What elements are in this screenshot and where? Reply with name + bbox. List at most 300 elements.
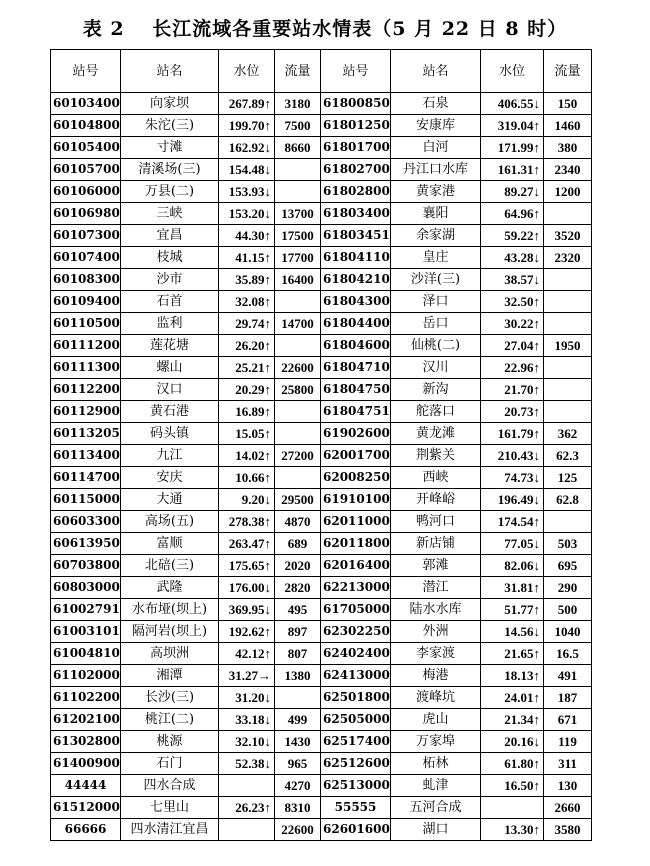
flow-cell: 119 (544, 731, 592, 753)
station-id-cell: 60105400 (51, 137, 121, 159)
flow-cell (544, 269, 592, 291)
station-name-cell: 莲花塘 (121, 335, 219, 357)
water-level-cell: 35.89↑ (219, 269, 275, 291)
station-id-cell: 60803000 (51, 577, 121, 599)
flow-cell (275, 467, 321, 489)
station-name-cell: 武隆 (121, 577, 219, 599)
table-row (51, 709, 592, 731)
station-name-cell: 九江 (121, 445, 219, 467)
flow-cell: 125 (544, 467, 592, 489)
water-level-cell: 319.04↑ (481, 115, 544, 137)
table-row (51, 489, 592, 511)
station-name-cell: 寸滩 (121, 137, 219, 159)
water-level-cell: 21.70↑ (481, 379, 544, 401)
water-level-cell: 26.20↑ (219, 335, 275, 357)
flow-cell: 16.5 (544, 643, 592, 665)
table-row (51, 401, 592, 423)
water-level-cell: 278.38↑ (219, 511, 275, 533)
station-name-cell: 潜江 (391, 577, 481, 599)
flow-cell (544, 379, 592, 401)
station-id-cell: 60104800 (51, 115, 121, 137)
station-id-cell: 60111200 (51, 335, 121, 357)
table-body (51, 93, 592, 841)
flow-cell: 27200 (275, 445, 321, 467)
station-id-cell: 61804210 (321, 269, 391, 291)
water-level-cell: 267.89↑ (219, 93, 275, 115)
station-name-cell: 码头镇 (121, 423, 219, 445)
header-water-level: 水位 (219, 50, 275, 93)
flow-cell (275, 423, 321, 445)
station-id-cell: 61302800 (51, 731, 121, 753)
station-id-cell: 61902600 (321, 423, 391, 445)
water-level-cell: 13.30↑ (481, 819, 544, 841)
flow-cell: 17700 (275, 247, 321, 269)
water-level-cell: 29.74↑ (219, 313, 275, 335)
station-name-cell: 万家埠 (391, 731, 481, 753)
station-id-cell: 62011000 (321, 511, 391, 533)
station-id-cell: 60113205 (51, 423, 121, 445)
station-id-cell: 62016400 (321, 555, 391, 577)
station-id-cell: 60112200 (51, 379, 121, 401)
station-name-cell: 湘潭 (121, 665, 219, 687)
station-id-cell: 60109400 (51, 291, 121, 313)
station-id-cell: 62413000 (321, 665, 391, 687)
water-level-cell: 175.65↑ (219, 555, 275, 577)
table-row (51, 753, 592, 775)
water-level-cell: 31.20↓ (219, 687, 275, 709)
table-row (51, 423, 592, 445)
station-id-cell: 60103400 (51, 93, 121, 115)
station-name-cell: 螺山 (121, 357, 219, 379)
flow-cell: 380 (544, 137, 592, 159)
water-level-cell: 9.20↓ (219, 489, 275, 511)
station-id-cell: 60111300 (51, 357, 121, 379)
table-row (51, 379, 592, 401)
table-row (51, 159, 592, 181)
water-level-cell: 263.47↑ (219, 533, 275, 555)
flow-cell (544, 203, 592, 225)
table-row (51, 775, 592, 797)
water-level-cell: 51.77↑ (481, 599, 544, 621)
water-level-cell: 16.89↑ (219, 401, 275, 423)
station-id-cell: 55555 (321, 797, 391, 819)
station-name-cell: 丹江口水库 (391, 159, 481, 181)
station-name-cell: 湖口 (391, 819, 481, 841)
station-id-cell: 62601600 (321, 819, 391, 841)
station-name-cell: 万县(二) (121, 181, 219, 203)
station-name-cell: 朱沱(三) (121, 115, 219, 137)
station-name-cell: 向家坝 (121, 93, 219, 115)
station-name-cell: 沙市 (121, 269, 219, 291)
station-name-cell: 白河 (391, 137, 481, 159)
water-level-cell: 20.16↓ (481, 731, 544, 753)
water-level-cell: 41.15↑ (219, 247, 275, 269)
water-level-cell: 21.34↑ (481, 709, 544, 731)
water-level-cell: 74.73↓ (481, 467, 544, 489)
flow-cell: 1950 (544, 335, 592, 357)
water-level-cell: 369.95↓ (219, 599, 275, 621)
station-id-cell: 62302250 (321, 621, 391, 643)
water-level-cell: 20.73↑ (481, 401, 544, 423)
station-name-cell: 四水清江宜昌 (121, 819, 219, 841)
station-name-cell: 宜昌 (121, 225, 219, 247)
flow-cell: 22600 (275, 819, 321, 841)
station-id-cell: 61804110 (321, 247, 391, 269)
flow-cell: 8660 (275, 137, 321, 159)
water-level-cell: 199.70↑ (219, 115, 275, 137)
flow-cell: 311 (544, 753, 592, 775)
station-id-cell: 61512000 (51, 797, 121, 819)
header-station-id: 站号 (51, 50, 121, 93)
water-level-cell: 32.10↓ (219, 731, 275, 753)
water-level-cell (219, 775, 275, 797)
water-level-cell: 20.29↑ (219, 379, 275, 401)
water-level-cell: 52.38↓ (219, 753, 275, 775)
flow-cell: 290 (544, 577, 592, 599)
station-id-cell: 60603300 (51, 511, 121, 533)
flow-cell: 1460 (544, 115, 592, 137)
station-name-cell: 桃源 (121, 731, 219, 753)
station-id-cell: 62505000 (321, 709, 391, 731)
station-name-cell: 长沙(三) (121, 687, 219, 709)
water-level-cell: 18.13↑ (481, 665, 544, 687)
table-row (51, 599, 592, 621)
station-name-cell: 荆紫关 (391, 445, 481, 467)
water-level-cell: 15.05↑ (219, 423, 275, 445)
water-level-cell: 153.20↓ (219, 203, 275, 225)
water-level-cell: 61.80↑ (481, 753, 544, 775)
station-id-cell: 62001700 (321, 445, 391, 467)
table-row (51, 93, 592, 115)
water-level-cell: 26.23↑ (219, 797, 275, 819)
station-name-cell: 李家渡 (391, 643, 481, 665)
station-name-cell: 四水合成 (121, 775, 219, 797)
flow-cell: 7500 (275, 115, 321, 137)
water-level-cell: 32.08↑ (219, 291, 275, 313)
table-row (51, 357, 592, 379)
water-level-cell: 43.28↓ (481, 247, 544, 269)
flow-cell: 1040 (544, 621, 592, 643)
flow-cell: 500 (544, 599, 592, 621)
station-name-cell: 黄家港 (391, 181, 481, 203)
station-id-cell: 61804750 (321, 379, 391, 401)
water-level-cell: 89.27↓ (481, 181, 544, 203)
water-station-table (50, 49, 592, 841)
header-station-id: 站号 (321, 50, 391, 93)
station-id-cell: 61800850 (321, 93, 391, 115)
water-level-cell: 82.06↓ (481, 555, 544, 577)
flow-cell: 187 (544, 687, 592, 709)
station-name-cell: 桃江(二) (121, 709, 219, 731)
station-id-cell: 61804710 (321, 357, 391, 379)
flow-cell: 2320 (544, 247, 592, 269)
water-level-cell: 31.27→ (219, 665, 275, 687)
water-level-cell: 16.50↑ (481, 775, 544, 797)
table-row (51, 665, 592, 687)
station-name-cell: 高坝洲 (121, 643, 219, 665)
table-row (51, 247, 592, 269)
table-row (51, 621, 592, 643)
water-level-cell: 154.48↓ (219, 159, 275, 181)
station-id-cell: 62008250 (321, 467, 391, 489)
table-row (51, 731, 592, 753)
station-name-cell: 汉川 (391, 357, 481, 379)
station-id-cell: 61802800 (321, 181, 391, 203)
flow-cell: 8310 (275, 797, 321, 819)
flow-cell: 1430 (275, 731, 321, 753)
flow-cell: 897 (275, 621, 321, 643)
station-name-cell: 皇庄 (391, 247, 481, 269)
flow-cell: 689 (275, 533, 321, 555)
station-id-cell: 61801700 (321, 137, 391, 159)
flow-cell: 4270 (275, 775, 321, 797)
flow-cell: 17500 (275, 225, 321, 247)
water-level-cell: 27.04↑ (481, 335, 544, 357)
header-water-level: 水位 (481, 50, 544, 93)
station-id-cell: 61801250 (321, 115, 391, 137)
table-row (51, 643, 592, 665)
water-level-cell: 192.62↑ (219, 621, 275, 643)
water-level-cell: 210.43↓ (481, 445, 544, 467)
station-name-cell: 余家湖 (391, 225, 481, 247)
table-row (51, 335, 592, 357)
water-level-cell: 174.54↑ (481, 511, 544, 533)
station-name-cell: 岳口 (391, 313, 481, 335)
flow-cell: 2660 (544, 797, 592, 819)
station-name-cell: 仙桃(二) (391, 335, 481, 357)
station-name-cell: 外洲 (391, 621, 481, 643)
station-name-cell: 石泉 (391, 93, 481, 115)
station-name-cell: 五河合成 (391, 797, 481, 819)
flow-cell: 2340 (544, 159, 592, 181)
station-id-cell: 61804400 (321, 313, 391, 335)
table-row (51, 115, 592, 137)
water-level-cell: 14.02↑ (219, 445, 275, 467)
station-name-cell: 枝城 (121, 247, 219, 269)
flow-cell: 1200 (544, 181, 592, 203)
water-level-cell: 153.93↓ (219, 181, 275, 203)
water-level-cell: 10.66↑ (219, 467, 275, 489)
station-name-cell: 富顺 (121, 533, 219, 555)
station-name-cell: 石门 (121, 753, 219, 775)
station-id-cell: 60703800 (51, 555, 121, 577)
station-id-cell: 60113400 (51, 445, 121, 467)
station-id-cell: 60107300 (51, 225, 121, 247)
flow-cell: 4870 (275, 511, 321, 533)
table-row (51, 687, 592, 709)
station-name-cell: 沙洋(三) (391, 269, 481, 291)
station-name-cell: 三峡 (121, 203, 219, 225)
flow-cell: 807 (275, 643, 321, 665)
station-id-cell: 61804751 (321, 401, 391, 423)
station-id-cell: 61803451 (321, 225, 391, 247)
flow-cell: 3180 (275, 93, 321, 115)
station-id-cell: 61400900 (51, 753, 121, 775)
flow-cell: 150 (544, 93, 592, 115)
water-level-cell: 31.81↑ (481, 577, 544, 599)
station-id-cell: 44444 (51, 775, 121, 797)
flow-cell: 499 (275, 709, 321, 731)
flow-cell: 362 (544, 423, 592, 445)
table-row (51, 819, 592, 841)
water-level-cell: 77.05↓ (481, 533, 544, 555)
table-row (51, 291, 592, 313)
table-title: 表 2 长江流域各重要站水情表（5 月 22 日 8 时） (82, 18, 568, 40)
table-row (51, 467, 592, 489)
flow-cell: 695 (544, 555, 592, 577)
station-id-cell: 60106980 (51, 203, 121, 225)
table-row (51, 269, 592, 291)
station-name-cell: 大通 (121, 489, 219, 511)
station-id-cell: 62402400 (321, 643, 391, 665)
station-name-cell: 北碚(三) (121, 555, 219, 577)
station-id-cell: 66666 (51, 819, 121, 841)
table-row (51, 181, 592, 203)
header-station-name: 站名 (121, 50, 219, 93)
water-level-cell: 406.55↓ (481, 93, 544, 115)
station-id-cell: 61002791 (51, 599, 121, 621)
station-name-cell: 石首 (121, 291, 219, 313)
table-row (51, 577, 592, 599)
flow-cell: 3580 (544, 819, 592, 841)
station-id-cell: 61705000 (321, 599, 391, 621)
table-row (51, 797, 592, 819)
station-id-cell: 61202100 (51, 709, 121, 731)
water-level-cell: 196.49↓ (481, 489, 544, 511)
station-id-cell: 61102200 (51, 687, 121, 709)
station-id-cell: 61004810 (51, 643, 121, 665)
flow-cell (275, 159, 321, 181)
table-row (51, 225, 592, 247)
station-id-cell: 61804600 (321, 335, 391, 357)
flow-cell: 2820 (275, 577, 321, 599)
station-name-cell: 新店铺 (391, 533, 481, 555)
header-flow: 流量 (275, 50, 321, 93)
flow-cell (275, 335, 321, 357)
station-name-cell: 柘林 (391, 753, 481, 775)
station-id-cell: 62513000 (321, 775, 391, 797)
water-level-cell (219, 819, 275, 841)
water-level-cell: 24.01↑ (481, 687, 544, 709)
station-id-cell: 62501800 (321, 687, 391, 709)
station-name-cell: 黄龙滩 (391, 423, 481, 445)
flow-cell: 495 (275, 599, 321, 621)
station-name-cell: 襄阳 (391, 203, 481, 225)
water-level-cell: 14.56↓ (481, 621, 544, 643)
flow-cell: 13700 (275, 203, 321, 225)
water-level-cell: 32.50↑ (481, 291, 544, 313)
station-name-cell: 黄石港 (121, 401, 219, 423)
water-level-cell: 59.22↑ (481, 225, 544, 247)
station-id-cell: 61804300 (321, 291, 391, 313)
station-id-cell: 60108300 (51, 269, 121, 291)
station-name-cell: 安康库 (391, 115, 481, 137)
station-name-cell: 虎山 (391, 709, 481, 731)
flow-cell (544, 313, 592, 335)
water-level-cell: 64.96↑ (481, 203, 544, 225)
water-level-cell: 171.99↑ (481, 137, 544, 159)
station-id-cell: 60105700 (51, 159, 121, 181)
station-name-cell: 清溪场(三) (121, 159, 219, 181)
station-id-cell: 62011800 (321, 533, 391, 555)
water-level-cell: 44.30↑ (219, 225, 275, 247)
station-name-cell: 渡峰坑 (391, 687, 481, 709)
water-level-cell: 161.31↑ (481, 159, 544, 181)
station-id-cell: 60613950 (51, 533, 121, 555)
flow-cell: 25800 (275, 379, 321, 401)
water-level-cell: 176.00↓ (219, 577, 275, 599)
flow-cell: 1380 (275, 665, 321, 687)
flow-cell: 965 (275, 753, 321, 775)
header-flow: 流量 (544, 50, 592, 93)
table-row (51, 555, 592, 577)
water-level-cell: 162.92↓ (219, 137, 275, 159)
flow-cell (275, 181, 321, 203)
station-name-cell: 陆水水库 (391, 599, 481, 621)
station-name-cell: 虬津 (391, 775, 481, 797)
flow-cell: 16400 (275, 269, 321, 291)
table-row (51, 313, 592, 335)
flow-cell: 62.8 (544, 489, 592, 511)
flow-cell (544, 357, 592, 379)
station-id-cell: 60107400 (51, 247, 121, 269)
flow-cell: 671 (544, 709, 592, 731)
table-row (51, 511, 592, 533)
station-id-cell: 60115000 (51, 489, 121, 511)
station-name-cell: 高场(五) (121, 511, 219, 533)
station-id-cell: 60114700 (51, 467, 121, 489)
station-id-cell: 61003101 (51, 621, 121, 643)
header-row (51, 50, 592, 93)
flow-cell (275, 291, 321, 313)
header-station-name: 站名 (391, 50, 481, 93)
flow-cell (544, 291, 592, 313)
station-id-cell: 61910100 (321, 489, 391, 511)
water-level-cell: 33.18↓ (219, 709, 275, 731)
station-name-cell: 新沟 (391, 379, 481, 401)
station-id-cell: 60106000 (51, 181, 121, 203)
water-level-cell: 42.12↑ (219, 643, 275, 665)
station-name-cell: 七里山 (121, 797, 219, 819)
station-id-cell: 61803400 (321, 203, 391, 225)
flow-cell: 3520 (544, 225, 592, 247)
flow-cell: 14700 (275, 313, 321, 335)
flow-cell (275, 687, 321, 709)
flow-cell: 503 (544, 533, 592, 555)
station-name-cell: 舵落口 (391, 401, 481, 423)
station-name-cell: 开峰峪 (391, 489, 481, 511)
flow-cell (544, 401, 592, 423)
station-name-cell: 梅港 (391, 665, 481, 687)
station-id-cell: 62517400 (321, 731, 391, 753)
water-level-cell: 30.22↑ (481, 313, 544, 335)
flow-cell (544, 511, 592, 533)
station-id-cell: 60110500 (51, 313, 121, 335)
station-name-cell: 郭滩 (391, 555, 481, 577)
water-level-cell: 22.96↑ (481, 357, 544, 379)
station-id-cell: 61802700 (321, 159, 391, 181)
table-row (51, 445, 592, 467)
table-row (51, 203, 592, 225)
flow-cell: 62.3 (544, 445, 592, 467)
station-id-cell: 61102000 (51, 665, 121, 687)
flow-cell: 491 (544, 665, 592, 687)
station-name-cell: 隔河岩(坝上) (121, 621, 219, 643)
water-level-cell (481, 797, 544, 819)
station-id-cell: 60112900 (51, 401, 121, 423)
station-name-cell: 泽口 (391, 291, 481, 313)
station-id-cell: 62512600 (321, 753, 391, 775)
